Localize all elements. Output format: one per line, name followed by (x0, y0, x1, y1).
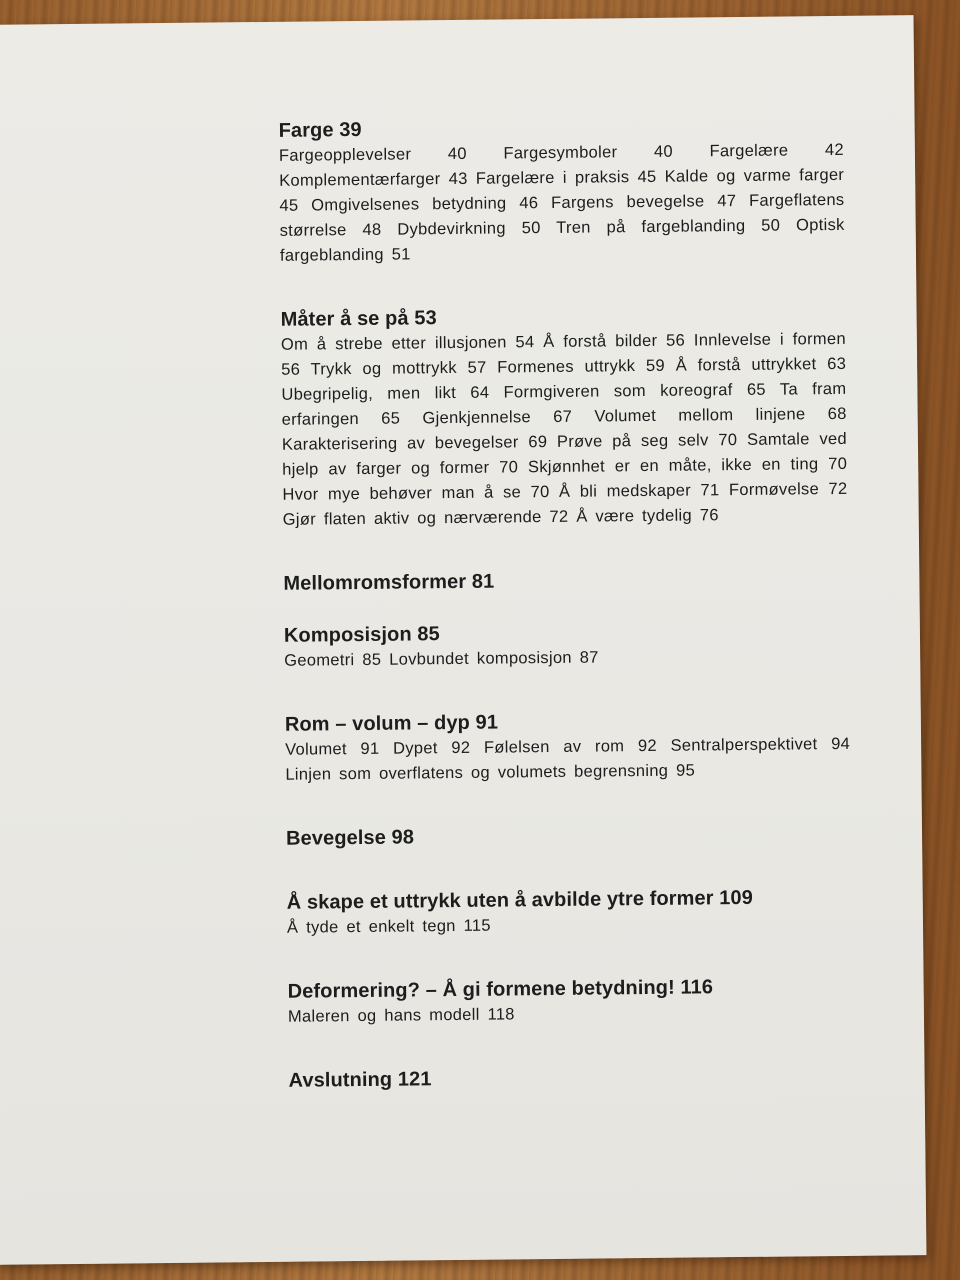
section-title: Måter å se på 53 (280, 307, 437, 331)
toc-entry: Fargeflatens størrelse 48 (279, 190, 845, 240)
toc-section-a-skape-et-uttrykk (287, 884, 853, 941)
toc-entry: Formøvelse 72 (728, 479, 848, 500)
toc-entry: Geometri 85 (284, 650, 382, 670)
toc-entry: Lovbundet komposisjon 87 (389, 648, 599, 669)
toc-section-komposisjon (284, 617, 850, 674)
toc-entry: Følelsen av rom 92 (483, 736, 657, 757)
toc-entry: Formenes uttrykk 59 (497, 356, 666, 377)
section-entries (285, 732, 850, 788)
toc-entry: Kalde og varme farger 45 (279, 165, 845, 215)
toc-section-farge (279, 112, 846, 269)
toc-entry: Fargens bevegelse 47 (551, 192, 737, 212)
toc-section-avslutning (288, 1062, 853, 1094)
toc-entry: Fargeopplevelser 40 (278, 144, 467, 165)
toc-entry: Volumet mellom linjene 68 (594, 404, 847, 426)
section-title: Farge 39 (278, 118, 362, 142)
toc-entry: Hvor mye behøver man å se 70 (282, 483, 550, 504)
toc-entry: Komplementærfarger 43 (279, 169, 468, 190)
toc-entry: Trykk og mottrykk 57 (310, 358, 487, 379)
section-title: Bevegelse 98 (285, 826, 415, 850)
toc-entry: Samtale ved hjelp av farger og former 70 (282, 429, 848, 479)
section-title: Komposisjon 85 (283, 623, 440, 647)
toc-entry: Ubegripelig, men likt 64 (281, 383, 490, 404)
section-title: Mellomromsformer 81 (283, 570, 495, 595)
toc-entry: Innlevelse i formen 56 (281, 329, 846, 379)
toc-entry: Å forstå bilder 56 (543, 331, 686, 352)
toc-entry: Fargelære i praksis 45 (475, 167, 657, 188)
section-entries (281, 327, 848, 533)
book-page (0, 15, 926, 1265)
toc-entry: Skjønnhet er en måte, ikke en ting 70 (527, 454, 848, 477)
toc-entry: Linjen som overflatens og volumets begrensning 95 (285, 761, 696, 784)
toc-entry: Å tyde et enkelt tegn 115 (286, 916, 491, 937)
toc-entry: Fargesymboler 40 (503, 142, 673, 163)
toc-entry: Dypet 92 (393, 738, 471, 758)
toc-entry: Ta fram erfaringen 65 (281, 379, 847, 429)
toc-entry: Å forstå uttrykket 63 (675, 354, 847, 375)
section-title: Deformering? – Å gi formene betydning! 116 (287, 976, 714, 1003)
toc-entry: Gjør flaten aktiv og nærværende 72 (282, 507, 569, 529)
toc-entry: Gjenkjennelse 67 (422, 407, 573, 428)
table-of-contents (279, 112, 854, 1094)
toc-entry: Å være tydelig 76 (576, 506, 719, 526)
section-entries (279, 138, 845, 269)
toc-entry: Fargelære 42 (709, 140, 844, 161)
toc-section-mater-a-se-pa (281, 301, 848, 533)
toc-section-rom-volum-dyp (285, 706, 851, 788)
toc-entry: Prøve på seg selv 70 (556, 431, 738, 451)
toc-entry: Sentralperspektivet 94 (670, 734, 851, 755)
toc-entry: Omgivelsenes betydning 46 (311, 194, 539, 215)
toc-entry: Dybdevirkning 50 (397, 219, 541, 239)
toc-section-deformering (288, 973, 854, 1030)
toc-entry: Optisk fargeblanding 51 (279, 215, 845, 265)
toc-entry: Om å strebe etter illusjonen 54 (280, 333, 535, 354)
toc-entry: Å bli medskaper 71 (558, 481, 720, 501)
section-title: Avslutning 121 (288, 1068, 432, 1092)
toc-entry: Tren på fargeblanding 50 (556, 216, 781, 237)
section-title: Å skape et uttrykk uten å avbilde ytre former 109 (286, 886, 754, 914)
section-title: Rom – volum – dyp 91 (284, 711, 499, 736)
toc-entry: Formgiveren som koreograf 65 (503, 380, 766, 402)
toc-entry: Maleren og hans modell 118 (287, 1005, 515, 1026)
toc-entry: Volumet 91 (285, 739, 380, 759)
toc-entry: Karakterisering av bevegelser 69 (281, 433, 548, 454)
